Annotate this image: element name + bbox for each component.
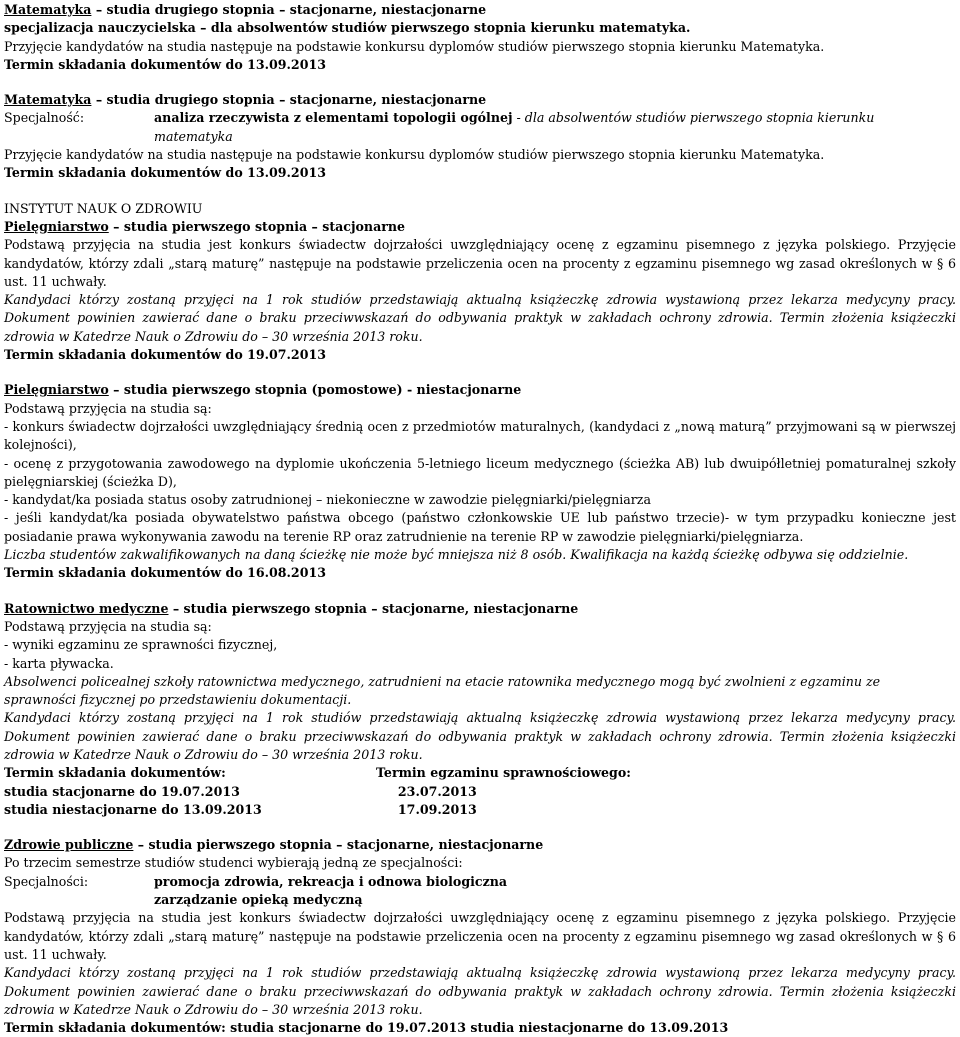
specialization-line: specjalizacja nauczycielska – dla absolwentów studiów pierwszego stopnia kierunku matematyka.	[4, 20, 691, 36]
specialization-row	[4, 109, 956, 146]
health-book-note: Kandydaci którzy zostaną przyjęci na 1 rok studiów przedstawiają aktualną książeczkę zdrowia wystawioną przez lekarza medycyny pracy. Dokument powinien zawierać dane o braku przeciwwskazań do odbywania praktyk w zakładach ochrony zdrowia. Termin złożenia książeczki zdrowia w Katedrze Nauk o Zdrowiu do – 30 września 2013 roku.	[4, 292, 956, 344]
requirement-item: - jeśli kandydat/ka posiada obywatelstwo państwa obcego (państwo członkowskie UE lub państwo trzecie)- w tym przypadku konieczne jest posiadanie prawa wykonywania zawodu na terenie RP oraz zatrudnienie na terenie RP w zawodzie pielęgniarki/pielęgniarza.	[4, 510, 956, 544]
exam-date-header: Termin egzaminu sprawnościowego:	[376, 765, 631, 781]
section-title	[4, 600, 956, 618]
specialization-label: Specjalności:	[4, 873, 89, 889]
requirements-intro: Podstawą przyjęcia na studia są:	[4, 618, 212, 634]
requirements-intro: Podstawą przyjęcia na studia są:	[4, 400, 212, 416]
deadlines-table-row	[4, 801, 956, 819]
specialization-value	[154, 109, 956, 146]
admission-rule: Przyjęcie kandydatów na studia następuje na podstawie konkursu dyplomów studiów pierwszego stopnia kierunku Matematyka.	[4, 38, 825, 54]
program-level: – studia pierwszego stopnia – stacjonarne, niestacjonarne	[168, 600, 579, 616]
exam-date: 17.09.2013	[376, 801, 477, 817]
section-matematyka-analiza	[4, 91, 956, 182]
requirement-item: - ocenę z przygotowania zawodowego na dyplomie ukończenia 5-letniego liceum medycznego (ścieżka AB) lub dwuipółletniej pomaturalnej szkoły pielęgniarskiej (ścieżka D),	[4, 455, 956, 489]
requirement-item: - kandydat/ka posiada status osoby zatrudnionej – niekonieczne w zawodzie pielęgniarki/pielęgniarza	[4, 492, 651, 508]
section-ratownictwo-medyczne	[4, 600, 956, 820]
deadlines-table	[4, 764, 956, 819]
exam-date: 23.07.2013	[376, 783, 477, 799]
program-name: Matematyka	[4, 92, 92, 108]
section-title	[4, 218, 956, 236]
section-pielegniarstwo	[4, 200, 956, 365]
health-book-note: Kandydaci którzy zostaną przyjęci na 1 rok studiów przedstawiają aktualną książeczkę zdrowia wystawioną przez lekarza medycyny pracy. Dokument powinien zawierać dane o braku przeciwwskazań do odbywania praktyk w zakładach ochrony zdrowia. Termin złożenia książeczki zdrowia w Katedrze Nauk o Zdrowiu do – 30 września 2013 roku.	[4, 965, 956, 1017]
requirement-item: - karta pływacka.	[4, 655, 114, 671]
qualification-note: Liczba studentów zakwalifikowanych na daną ścieżkę nie może być mniejsza niż 8 osób. Kwalifikacja na każdą ścieżkę odbywa się oddzielnie.	[4, 547, 909, 563]
deadlines-table-row	[4, 783, 956, 801]
institute-heading: INSTYTUT NAUK O ZDROWIU	[4, 200, 203, 216]
deadlines-table-header	[4, 764, 956, 782]
specialization-row	[4, 873, 956, 891]
section-title	[4, 836, 956, 854]
admission-rule: Podstawą przyjęcia na studia jest konkurs świadectw dojrzałości uwzględniający ocenę z egzaminu pisemnego z języka polskiego. Przyjęcie kandydatów, którzy zdali „starą maturę” następuje na podstawie przeliczenia ocen na procenty z egzaminu pisemnego wg zasad określonych w § 6 ust. 11 uchwały.	[4, 237, 956, 289]
requirement-item: - konkurs świadectw dojrzałości uwzględniający średnią ocen z przedmiotów maturalnych, (kandydaci z „nową maturą” przyjmowani są w pierwszej kolejności),	[4, 418, 956, 453]
specialization-audience: - dla absolwentów studiów pierwszego stopnia kierunku matematyka	[154, 110, 875, 144]
program-level: – studia pierwszego stopnia (pomostowe) - niestacjonarne	[108, 382, 522, 398]
section-title	[4, 91, 956, 109]
program-level: – studia pierwszego stopnia – stacjonarne, niestacjonarne	[133, 837, 544, 853]
deadline: Termin składania dokumentów do 13.09.2013	[4, 165, 326, 181]
documents-deadline-header: Termin składania dokumentów:	[4, 765, 226, 781]
section-title	[4, 1, 956, 19]
health-book-note: Kandydaci którzy zostaną przyjęci na 1 rok studiów przedstawiają aktualną książeczkę zdrowia wystawioną przez lekarza medycyny pracy. Dokument powinien zawierać dane o braku przeciwwskazań do odbywania praktyk w zakładach ochrony zdrowia. Termin złożenia książeczki zdrowia w Katedrze Nauk o Zdrowiu do – 30 września 2013 roku.	[4, 710, 956, 762]
program-level: – studia pierwszego stopnia – stacjonarne	[108, 218, 406, 234]
requirement-item: - wyniki egzaminu ze sprawności fizycznej,	[4, 637, 278, 653]
documents-deadline: studia stacjonarne do 19.07.2013	[4, 783, 240, 799]
program-name: Matematyka	[4, 2, 92, 17]
section-zdrowie-publiczne	[4, 836, 956, 1037]
specialization-name: analiza rzeczywista z elementami topologii ogólnej	[154, 110, 513, 126]
program-name: Zdrowie publiczne	[4, 837, 134, 853]
admission-rule: Podstawą przyjęcia na studia jest konkurs świadectw dojrzałości uwzględniający ocenę z egzaminu pisemnego z języka polskiego. Przyjęcie kandydatów, którzy zdali „starą maturę” następuje na podstawie przeliczenia ocen na procenty z egzaminu pisemnego wg zasad określonych w § 6 ust. 11 uchwały.	[4, 910, 956, 962]
program-name: Pielęgniarstwo	[4, 218, 109, 234]
documents-deadline: studia niestacjonarne do 13.09.2013	[4, 801, 262, 817]
specializations-intro: Po trzecim semestrze studiów studenci wybierają jedną ze specjalności:	[4, 855, 463, 871]
deadline: Termin składania dokumentów do 13.09.2013	[4, 56, 326, 72]
specialization-name: promocja zdrowia, rekreacja i odnowa biologiczna	[154, 873, 508, 889]
deadline: Termin składania dokumentów do 16.08.2013	[4, 565, 326, 581]
deadline: Termin składania dokumentów do 19.07.2013	[4, 347, 326, 363]
specialization-label: Specjalność:	[4, 110, 85, 126]
specialization-name: zarządzanie opieką medyczną	[154, 892, 363, 908]
section-matematyka-nauczycielska	[4, 1, 956, 74]
program-name: Pielęgniarstwo	[4, 382, 109, 398]
exemption-note: Absolwenci policealnej szkoły ratownictwa medycznego, zatrudnieni na etacie ratownika medycznego mogą być zwolnieni z egzaminu ze sprawności fizycznej po przedstawieniu dokumentacji.	[4, 673, 881, 708]
program-level: – studia drugiego stopnia – stacjonarne, niestacjonarne	[91, 92, 487, 108]
section-title	[4, 381, 956, 399]
deadline: Termin składania dokumentów: studia stacjonarne do 19.07.2013 studia niestacjonarne do 13.09.2013	[4, 1020, 729, 1036]
section-pielegniarstwo-pomostowe	[4, 381, 956, 582]
admission-rule: Przyjęcie kandydatów na studia następuje na podstawie konkursu dyplomów studiów pierwszego stopnia kierunku Matematyka.	[4, 147, 825, 163]
program-level: – studia drugiego stopnia – stacjonarne, niestacjonarne	[91, 2, 487, 17]
program-name: Ratownictwo medyczne	[4, 600, 169, 616]
